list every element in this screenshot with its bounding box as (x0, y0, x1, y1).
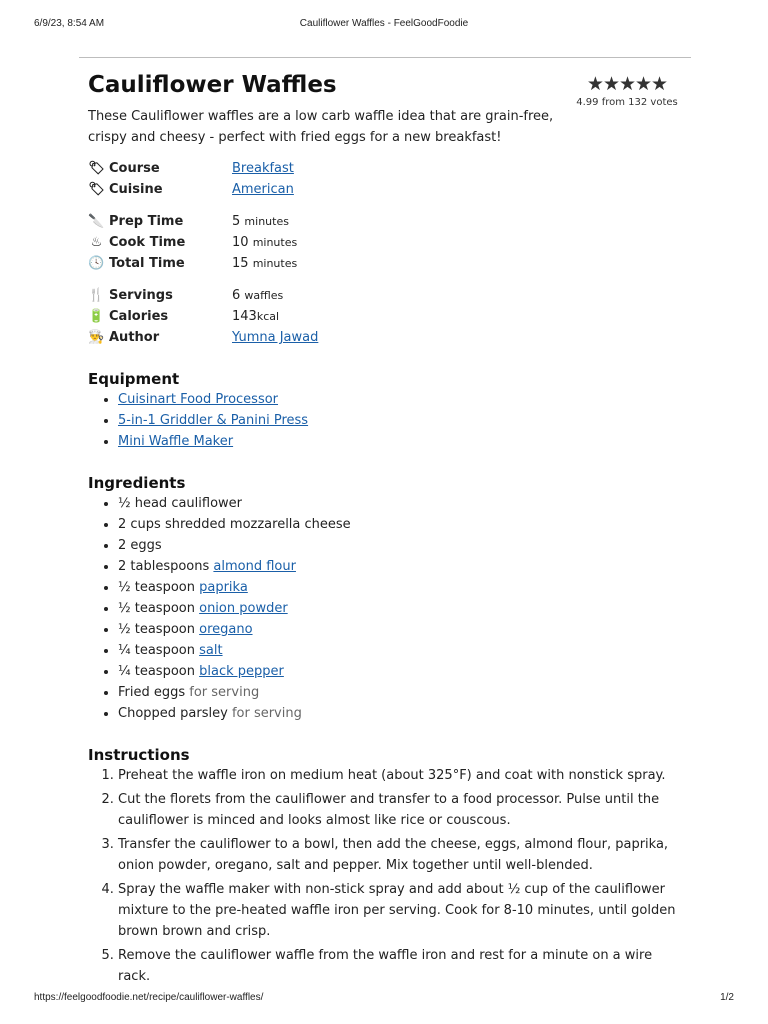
list-item: • ½ teaspoon paprika (118, 577, 688, 598)
recipe-title: Cauliflower Waffles (88, 72, 337, 98)
meta-label: Author (109, 330, 160, 345)
list-item (118, 431, 688, 452)
equipment-list (88, 389, 688, 452)
list-item: • ¼ teaspoon salt (118, 640, 688, 661)
meta-servings (88, 285, 688, 306)
print-url: https://feelgoodfoodie.net/recipe/cauliflower-waffles/ (34, 992, 264, 1003)
ingredient-link[interactable]: oregano (199, 622, 253, 637)
ingredient-note: for serving (189, 685, 260, 700)
instruction-step: 3. Transfer the cauliflower to a bowl, then add the cheese, eggs, almond flour, paprika, onion powder, oregano, salt and pepper. Mix together until well-blended. (118, 834, 688, 876)
total-unit: minutes (252, 257, 298, 270)
list-item (118, 410, 688, 431)
equipment-heading: Equipment (88, 370, 180, 388)
print-footer (34, 992, 734, 1006)
tag-icon: 🏷 (88, 182, 105, 197)
ingredient-note: for serving (231, 706, 302, 721)
servings-value: 6 (232, 288, 241, 303)
instruction-step: 2. Cut the florets from the cauliflower and transfer to a food processor. Pulse until the cauliflower is minced and looks almost like rice or couscous. (118, 789, 688, 831)
list-item: • 2 eggs (118, 535, 688, 556)
author-link[interactable]: Yumna Jawad (232, 330, 319, 345)
ingredients-list (88, 493, 688, 724)
meta-label: Cuisine (109, 182, 163, 197)
instruction-step: 4. Spray the waffle maker with non-stick spray and add about ½ cup of the cauliflower mixture to the pre-heated waffle iron per serving. Cook for 8-10 minutes, until golden brown brown and crisp. (118, 879, 688, 942)
calories-unit: kcal (256, 310, 280, 323)
meta-author (88, 327, 688, 348)
knife-icon: 🔪 (88, 214, 105, 229)
chef-hat-icon: 👨‍🍳 (88, 330, 105, 345)
total-value: 15 (232, 256, 249, 271)
print-datetime: 6/9/23, 8:54 AM (34, 18, 105, 29)
meta-calories (88, 306, 688, 327)
list-item: • ½ teaspoon oregano (118, 619, 688, 640)
course-link[interactable]: Breakfast (232, 161, 294, 176)
list-item: • Fried eggs for serving (118, 682, 688, 703)
meta-total-time (88, 253, 688, 274)
instructions-list (88, 765, 688, 987)
equipment-link[interactable]: 5-in-1 Griddler & Panini Press (118, 413, 309, 428)
meta-cook-time (88, 232, 688, 253)
instruction-step: 5. Remove the cauliflower waffle from the waffle iron and rest for a minute on a wire rack. (118, 945, 688, 987)
prep-value: 5 (232, 214, 241, 229)
meta-label: Total Time (109, 256, 185, 271)
print-header (34, 18, 734, 32)
cuisine-link[interactable]: American (232, 182, 294, 197)
meta-label: Servings (109, 288, 173, 303)
rating-votes: 4.99 from 132 votes (576, 97, 678, 108)
list-item: • ¼ teaspoon black pepper (118, 661, 688, 682)
instructions-heading: Instructions (88, 746, 190, 764)
recipe-meta (88, 158, 688, 348)
list-item: • ½ head cauliflower (118, 493, 688, 514)
list-item: • Chopped parsley for serving (118, 703, 688, 724)
cook-unit: minutes (252, 236, 298, 249)
equipment-link[interactable]: Mini Waffle Maker (118, 434, 234, 449)
list-item: • 2 cups shredded mozzarella cheese (118, 514, 688, 535)
print-page-title: Cauliflower Waffles - FeelGoodFoodie (299, 18, 469, 29)
list-item (118, 389, 688, 410)
ingredient-link[interactable]: black pepper (199, 664, 284, 679)
instruction-step: 1. Preheat the waffle iron on medium heat (about 325°F) and coat with nonstick spray. (118, 765, 688, 786)
ingredient-link[interactable]: salt (199, 643, 223, 658)
print-page-number: 1/2 (720, 992, 734, 1003)
prep-unit: minutes (244, 215, 289, 228)
calories-value: 143 (232, 309, 257, 324)
meta-cuisine (88, 179, 688, 200)
star-rating-icon[interactable]: ★★★★★ (586, 73, 668, 95)
meta-label: Calories (109, 309, 169, 324)
recipe-summary: These Cauliflower waffles are a low carb waffle idea that are grain-free, crispy and cheesy - perfect with fried eggs for a new breakfast! (88, 109, 554, 145)
meta-label: Prep Time (109, 214, 184, 229)
clock-icon: 🕓 (88, 256, 105, 271)
ingredients-heading: Ingredients (88, 474, 186, 492)
utensils-icon: 🍴 (88, 288, 105, 303)
divider (79, 57, 691, 58)
tag-icon: 🏷 (88, 161, 105, 176)
cook-value: 10 (232, 235, 249, 250)
list-item: • 2 tablespoons almond flour (118, 556, 688, 577)
ingredient-link[interactable]: onion powder (199, 601, 288, 616)
ingredient-link[interactable]: almond flour (213, 559, 296, 574)
list-item: • ½ teaspoon onion powder (118, 598, 688, 619)
rating[interactable] (572, 74, 682, 108)
pot-icon: ♨ (90, 235, 103, 250)
ingredient-link[interactable]: paprika (199, 580, 248, 595)
recipe-card (88, 70, 688, 990)
battery-icon: 🔋 (88, 309, 105, 324)
meta-prep-time (88, 211, 688, 232)
equipment-link[interactable]: Cuisinart Food Processor (118, 392, 279, 407)
meta-label: Cook Time (109, 235, 186, 250)
meta-course (88, 158, 688, 179)
meta-label: Course (109, 161, 160, 176)
servings-unit: waffles (244, 289, 284, 302)
